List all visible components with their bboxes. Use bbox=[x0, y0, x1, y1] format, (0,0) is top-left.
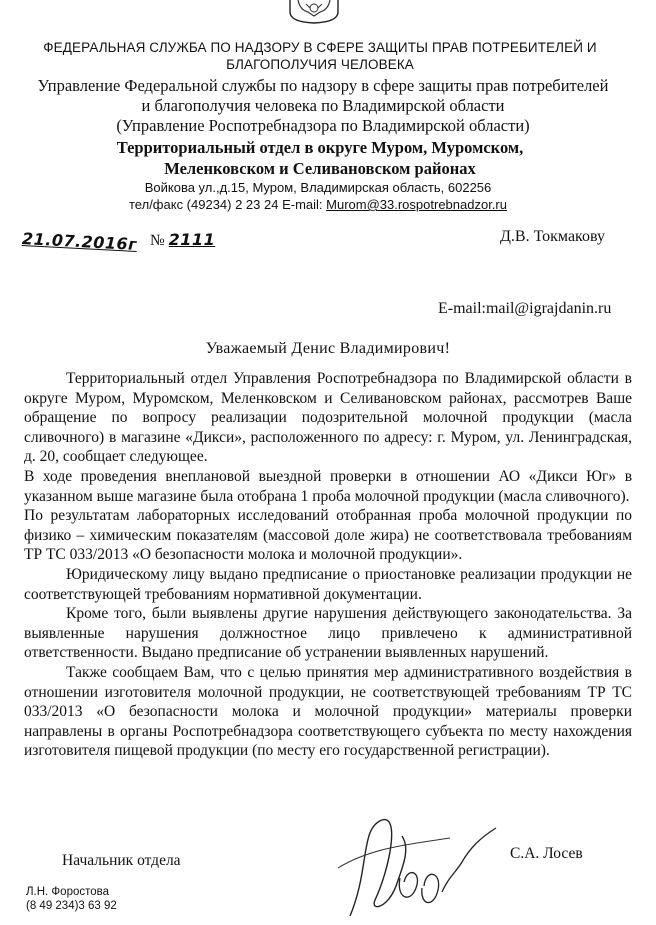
handwritten-signature bbox=[330, 808, 510, 920]
recipient-email: E-mail:mail@igrajdanin.ru bbox=[438, 300, 612, 317]
salutation: Уважаемый Денис Владимирович! bbox=[205, 340, 451, 357]
number-value: 2111 bbox=[168, 230, 216, 249]
recipient-name: Д.В. Токмакову bbox=[500, 228, 606, 245]
paragraph-4: Юридическому лицу выдано предписание о приостановке реализации продукции не соответствующей требованиям нормативной документации. bbox=[24, 565, 632, 603]
outgoing-date: 21.07.2016г bbox=[21, 229, 138, 254]
paragraph-2: В ходе проведения внеплановой выездной проверки в отношении АО «Дикси Юг» в указанном выше магазине была отобрана 1 проба молочной продукции (масла сливочного). bbox=[24, 467, 633, 505]
agency-line-2: БЛАГОПОЛУЧИЯ ЧЕЛОВЕКА bbox=[226, 57, 414, 72]
agency-line-1: ФЕДЕРАЛЬНАЯ СЛУЖБА ПО НАДЗОРУ В СФЕРЕ ЗАЩИТЫ ПРАВ ПОТРЕБИТЕЛЕЙ И bbox=[43, 40, 597, 55]
letter-body bbox=[24, 369, 632, 761]
office-phone-line bbox=[0, 196, 636, 213]
office-contacts bbox=[0, 179, 636, 213]
department-line-3: (Управление Роспотребнадзора по Владимирской области) bbox=[116, 116, 530, 135]
department-line-1: Управление Федеральной службы по надзору в сфере защиты прав потребителей bbox=[37, 76, 609, 95]
paragraph-6: Также сообщаем Вам, что с целью принятия мер административного воздействия в отношении изготовителя молочной продукции, не соответствующей требованиям ТР ТС 033/2013 «О безопасности молока и молочной продукции» материалы проверки направлены в органы Роспотребнадзора соответствующего субъекта по месту нахождения изготовителя пищевой продукции (по месту его государственной регистрации). bbox=[24, 663, 633, 760]
office-phone: тел/факс (49234) 2 23 24 E-mail: bbox=[129, 197, 327, 212]
office-address: Войкова ул.,д.15, Муром, Владимирская область, 602256 bbox=[144, 180, 492, 195]
paragraph-5: Кроме того, были выявлены другие нарушения действующего законодательства. За выявленные нарушения должностное лицо привлечено к административной ответственности. Выдано предписание об устранении выявленных нарушений. bbox=[24, 605, 633, 662]
paragraph-1: Территориальный отдел Управления Роспотребнадзора по Владимирской области в округе Муром, Муромском, Меленковском и Селивановском районах, рассмотрев Ваше обращение по вопросу реализации подозрительной молочной продукции (масла сливочного) в магазине «Дикси», расположенного по адресу: г. Муром, ул. Ленинградская, д. 20, сообщает следующее. bbox=[24, 370, 633, 466]
number-sign: № bbox=[150, 232, 165, 249]
paragraph-3: По результатам лабораторных исследований отобранная проба молочной продукции по физико – химическим показателям (массовой доле жира) не соответствовала требованиям ТР ТС 033/2013 «О безопасности молока и молочной продукции». bbox=[24, 507, 632, 564]
executor-phone: (8 49 234)3 63 92 bbox=[26, 900, 117, 912]
executor-name: Л.Н. Форостова bbox=[26, 886, 110, 898]
signatory-name: С.А. Лосев bbox=[510, 845, 583, 862]
department-line-2: и благополучия человека по Владимирской области bbox=[141, 96, 505, 115]
office-line-2: Меленковском и Селивановском районах bbox=[164, 159, 476, 178]
office-line-1: Территориальный отдел в округе Муром, Муромском, bbox=[116, 138, 524, 157]
office-email-link[interactable]: Murom@33.rospotrebnadzor.ru bbox=[326, 197, 507, 212]
signatory-position: Начальник отдела bbox=[62, 852, 181, 869]
department-title bbox=[0, 76, 646, 136]
office-title bbox=[0, 137, 640, 179]
executor-block bbox=[26, 885, 117, 913]
coat-of-arms-emblem bbox=[284, 0, 344, 24]
outgoing-number bbox=[150, 230, 215, 250]
agency-title bbox=[0, 39, 640, 73]
